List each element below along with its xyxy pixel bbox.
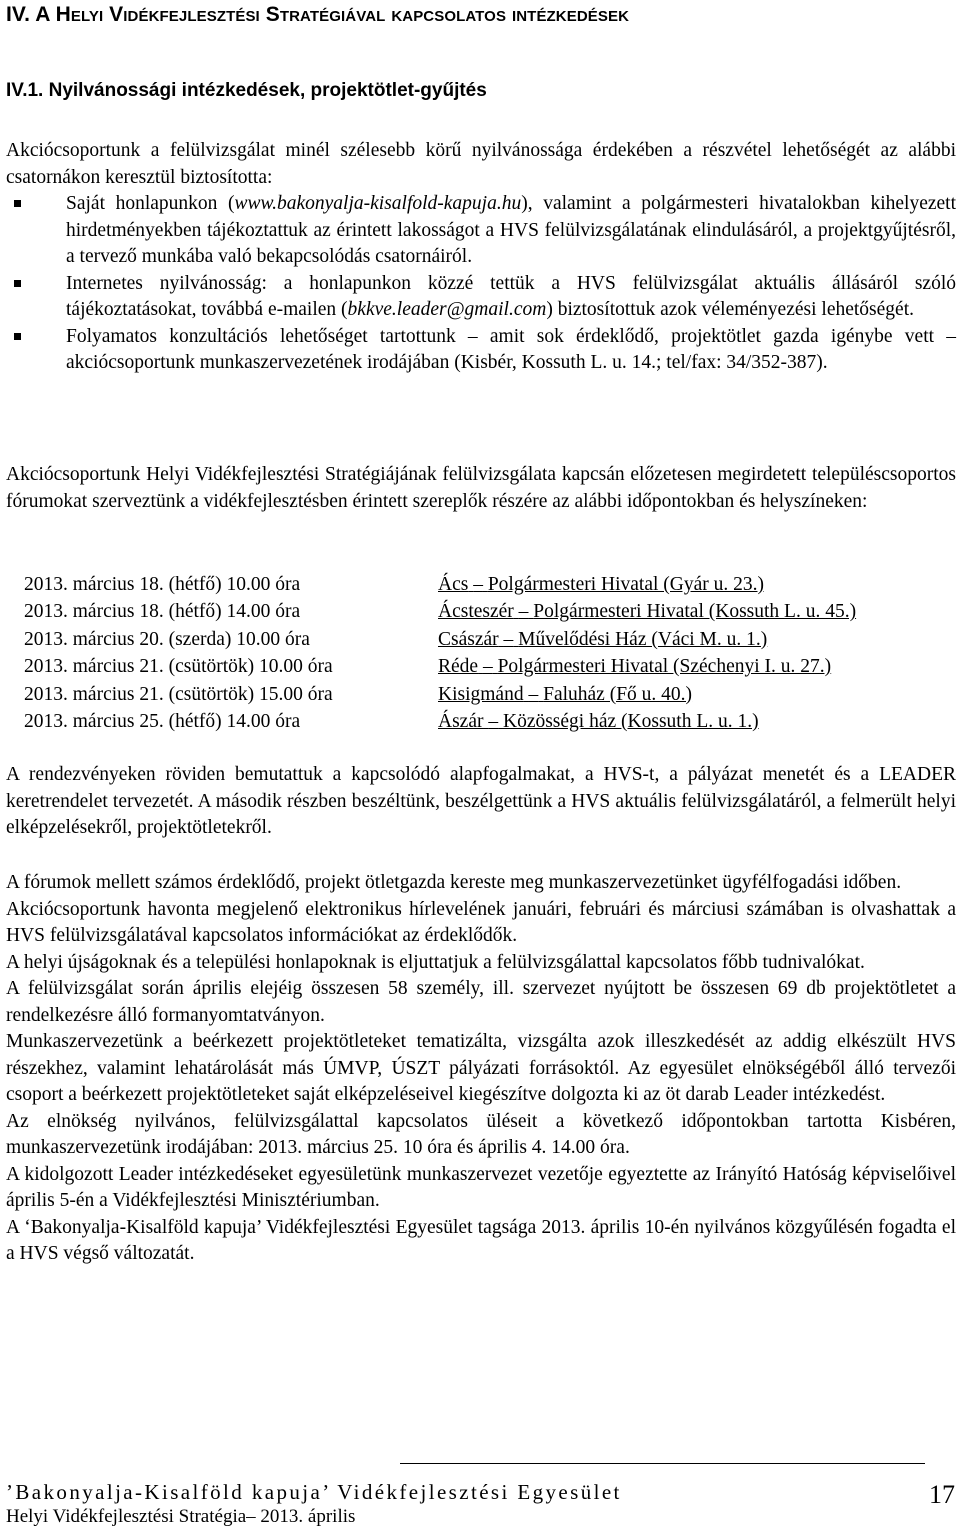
schedule-date: 2013. március 18. (hétfő) 14.00 óra	[24, 601, 301, 623]
schedule-row	[6, 682, 956, 709]
channel-list	[6, 191, 956, 377]
schedule-location: Ácsteszér – Polgármesteri Hivatal (Kossuth L. u. 45.)	[438, 601, 857, 623]
schedule-row	[6, 599, 956, 626]
schedule-date: 2013. március 21. (csütörtök) 15.00 óra	[24, 683, 333, 705]
schedule-row	[6, 627, 956, 654]
intro-paragraph: Akciócsoportunk a felülvizsgálat minél szélesebb körű nyilvánossága érdekében a részvétel lehetőségét az alábbi csatornákon keresztül biztosította:	[6, 140, 956, 188]
section-heading	[6, 2, 956, 28]
footer-organization: ’Bakonyalja-Kisalföld kapuja’ Vidékfejlesztési Egyesület	[6, 1480, 622, 1504]
email-link[interactable]: bkkve.leader@gmail.com	[347, 299, 547, 320]
schedule-location: Réde – Polgármesteri Hivatal (Széchenyi I. u. 27.)	[438, 656, 832, 678]
section-heading-text: IV. A Helyi Vidékfejlesztési Stratégiával kapcsolatos intézkedések	[6, 3, 630, 26]
forum-schedule	[6, 572, 956, 736]
bullet-square-icon	[14, 200, 21, 207]
bullet-square-icon	[14, 333, 21, 340]
schedule-location: Ászár – Közösségi ház (Kossuth L. u. 1.)	[438, 710, 759, 732]
events-paragraph: A rendezvényeken röviden bemutattuk a kapcsolódó alapfogalmakat, a HVS-t, a pályázat menetét és a LEADER keretrendelet tervezetét. A második részben beszéltünk, beszélgettünk a HVS aktuális felülvizsgálatáról, a felmerült helyi elképzelésekről, projektötletekről.	[6, 764, 956, 838]
subsection-heading: IV.1. Nyilvánossági intézkedések, projektötlet-gyűjtés	[6, 80, 487, 101]
schedule-date: 2013. március 18. (hétfő) 10.00 óra	[24, 574, 301, 595]
body-paragraph: A felülvizsgálat során április elejéig összesen 58 személy, ill. szervezet nyújtott be összesen 69 db projektötletet a rendelkezésre álló formanyomtatványon.	[6, 978, 956, 1026]
footer-divider	[400, 1463, 925, 1464]
page-number: 17	[929, 1480, 955, 1509]
schedule-location: Császár – Művelődési Ház (Váci M. u. 1.)	[438, 628, 768, 650]
body-paragraph: A helyi újságoknak és a települési honlapoknak is eljuttatjuk a felülvizsgálattal kapcsolatos főbb tudnivalókat.	[6, 951, 865, 973]
schedule-date: 2013. március 21. (csütörtök) 10.00 óra	[24, 656, 333, 678]
schedule-location: Kisigmánd – Faluház (Fő u. 40.)	[438, 683, 693, 705]
body-paragraph: Munkaszervezetünk a beérkezett projektötleteket tematizálta, vizsgálta azok illeszkedését az addig elkészült HVS részekhez, valamint lehatárolását más ÚMVP, ÚSZT pályázati forrásoktól. Az egyesület elnökségéből álló tervezői csoport a beérkezett projektötleteket saját elképzeléseivel kiegészítve dolgozta ki az öt darab Leader intézkedést.	[6, 1031, 956, 1105]
forum-intro-paragraph: Akciócsoportunk Helyi Vidékfejlesztési Stratégiájának felülvizsgálata kapcsán előzetesen megirdetett településcsoportos fórumokat szerveztünk a vidékfejlesztésben érintett szereplők részére az alábbi időpontokban és helyszíneken:	[6, 464, 956, 512]
schedule-row	[6, 709, 956, 736]
schedule-date: 2013. március 20. (szerda) 10.00 óra	[24, 628, 310, 650]
bullet-square-icon	[14, 280, 21, 287]
body-paragraphs	[6, 870, 956, 1268]
footer-document-title: Helyi Vidékfejlesztési Stratégia– 2013. április	[6, 1506, 356, 1527]
schedule-row	[6, 572, 956, 599]
schedule-location: Ács – Polgármesteri Hivatal (Gyár u. 23.)	[438, 574, 764, 595]
body-paragraph: A kidolgozott Leader intézkedéseket egyesületünk munkaszervezet vezetője egyeztette az Irányító Hatóság képviselőivel április 5-én a Vidékfejlesztési Minisztériumban.	[6, 1163, 956, 1211]
list-item: Internetes nyilvánosság: a honlapunkon közzé tettük a HVS felülvizsgálat aktuális állásáról szóló tájékoztatásokat, továbbá e-mailen (bkkve.leader@gmail.com) biztosítottuk azok véleményezési lehetőségét.	[6, 271, 956, 324]
body-paragraph: A fórumok mellett számos érdeklődő, projekt ötletgazda kereste meg munkaszervezetünket ügyfélfogadási időben.	[6, 872, 902, 893]
schedule-date: 2013. március 25. (hétfő) 14.00 óra	[24, 710, 301, 732]
body-paragraph: Akciócsoportunk havonta megjelenő elektronikus hírlevelének januári, februári és márciusi számában is olvashattak a HVS felülvizsgálatával kapcsolatos információkat az érdeklődők.	[6, 898, 956, 946]
list-item: Saját honlapunkon (www.bakonyalja-kisalfold-kapuja.hu), valamint a polgármesteri hivatalokban kihelyezett hirdetményekben tájékoztattuk az érintett lakosságot a HVS felülvizsgálatának elindulásáról, a projektgyűjtésről, a tervező munkába való bekapcsolódás csatornáiról.	[6, 191, 956, 271]
list-item: Folyamatos konzultációs lehetőséget tartottunk – amit sok érdeklődő, projektötlet gazda igénybe vett – akciócsoportunk munkaszervezetének irodájában (Kisbér, Kossuth L. u. 14.; tel/fax: 34/352-387).	[6, 324, 956, 377]
website-link[interactable]: www.bakonyalja-kisalfold-kapuja.hu	[234, 193, 522, 214]
body-paragraph: Az elnökség nyilvános, felülvizsgálattal kapcsolatos üléseit a következő időpontokban tartotta Kisbéren, munkaszervezetünk irodájában: 2013. március 25. 10 óra és április 4. 14.00 óra.	[6, 1110, 956, 1158]
schedule-row	[6, 654, 956, 681]
body-paragraph: A ‘Bakonyalja-Kisalföld kapuja’ Vidékfejlesztési Egyesület tagsága 2013. április 10-én nyilvános közgyűlésén fogadta el a HVS végső változatát.	[6, 1216, 956, 1264]
